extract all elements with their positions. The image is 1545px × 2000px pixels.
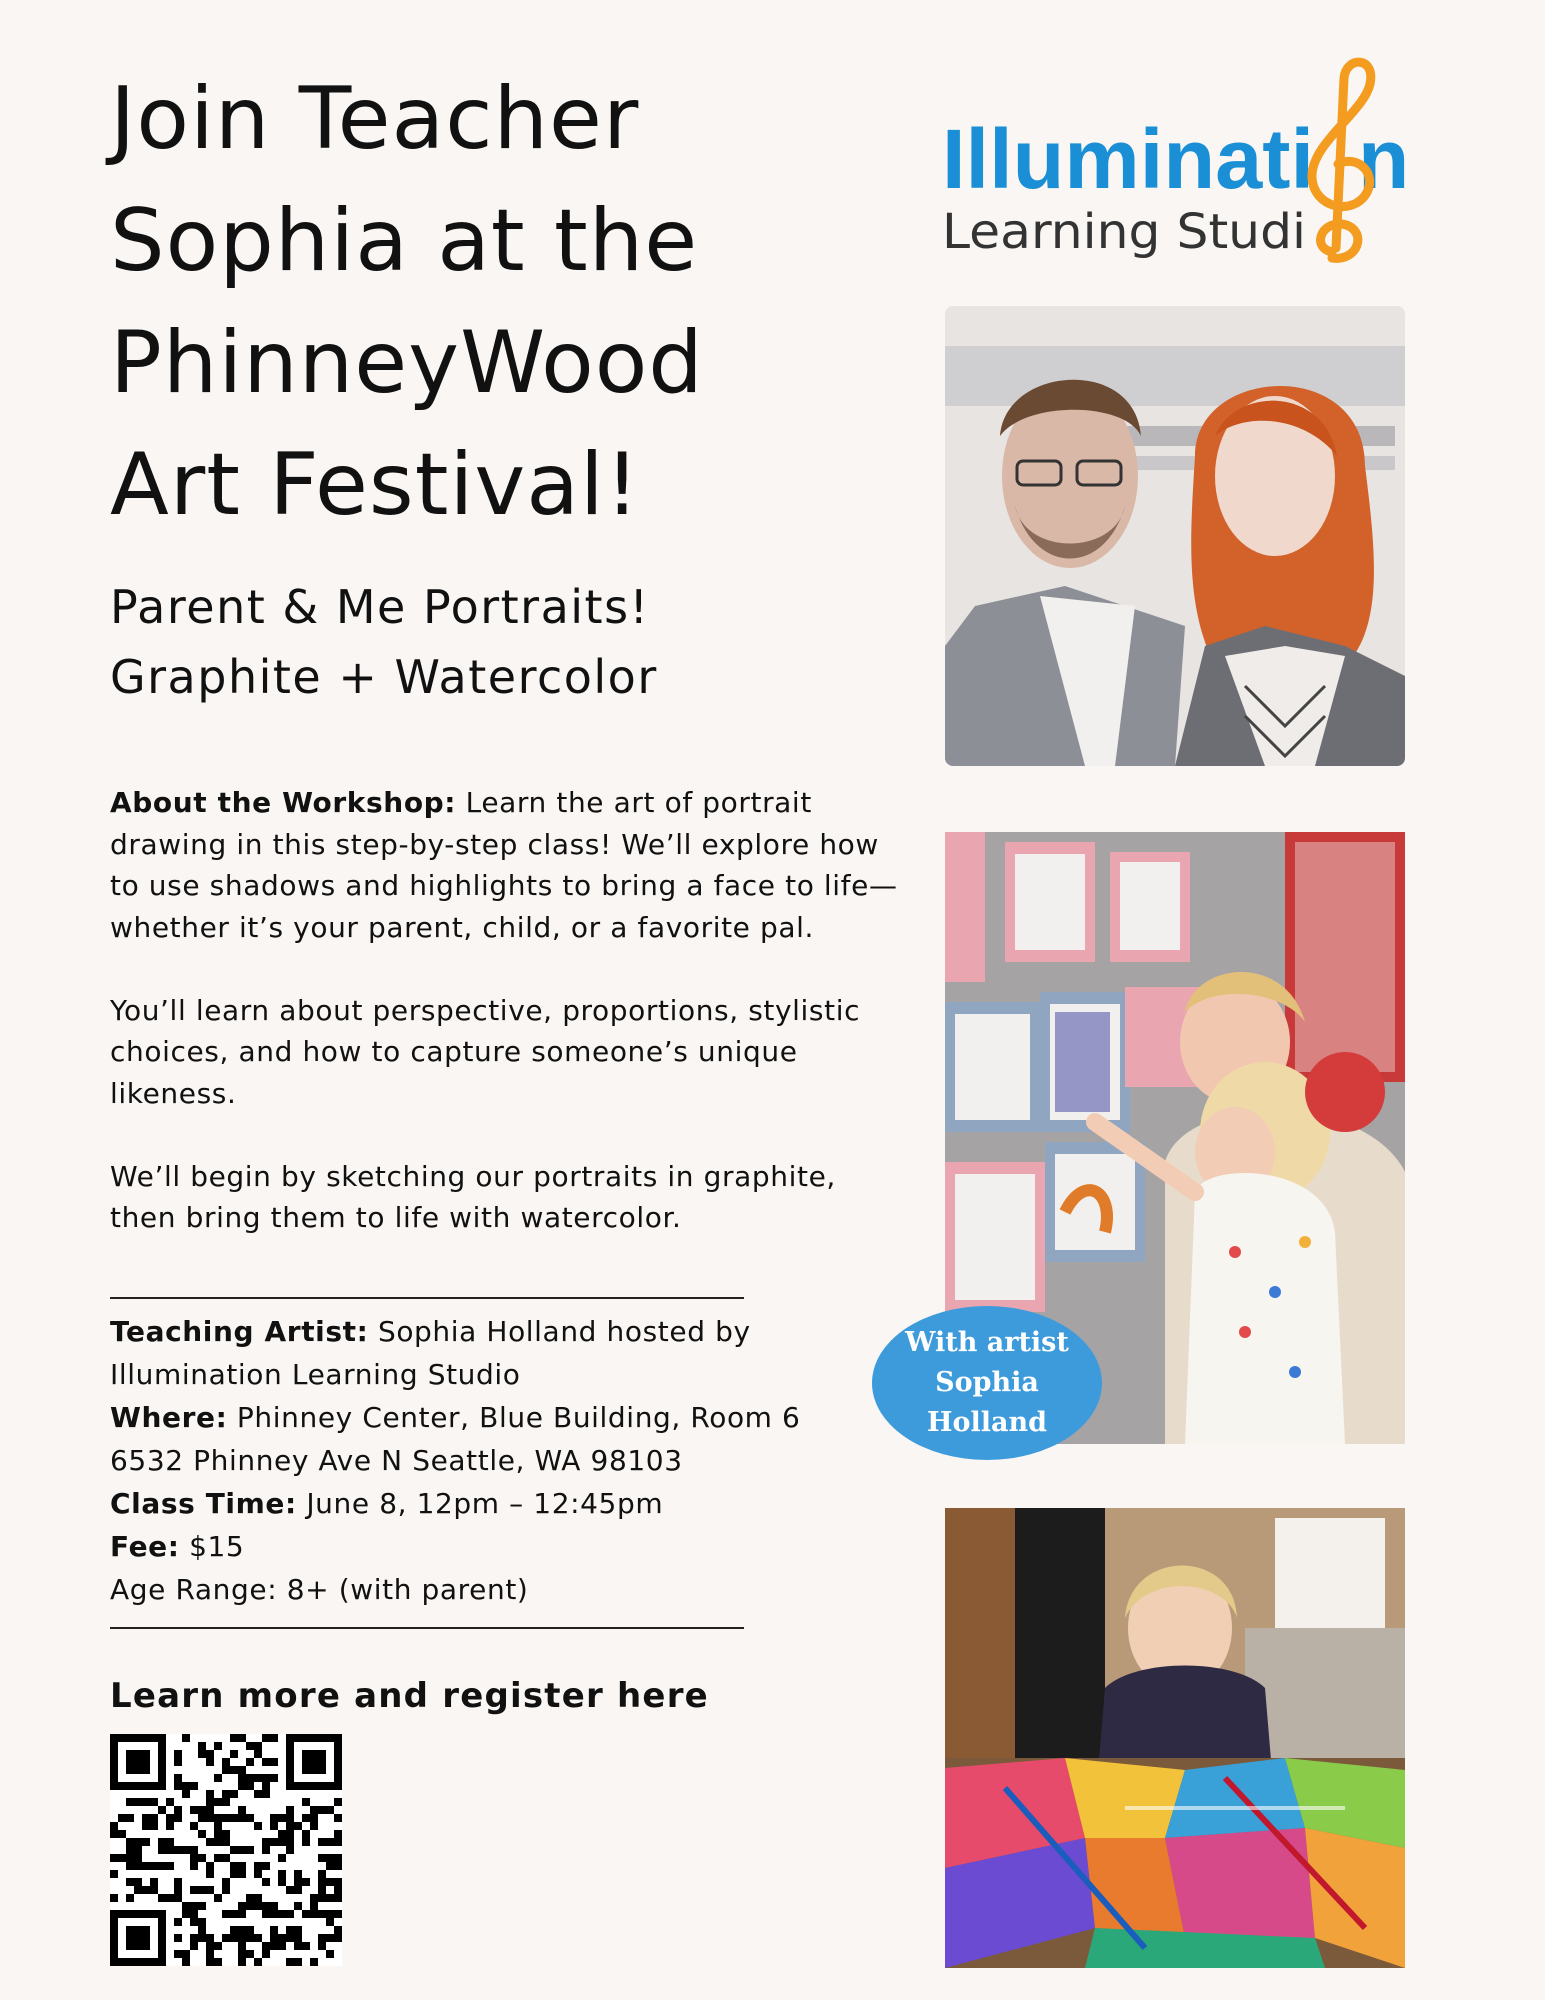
logo-graphic <box>940 48 1420 268</box>
child-painting-photo-graphic <box>945 1508 1405 1968</box>
about-section <box>110 782 910 1280</box>
portrait-painting-image <box>945 306 1405 766</box>
details-section <box>110 1310 890 1611</box>
logo-word-studio: Learning Studi <box>942 204 1306 260</box>
title-line-1: Join Teacher <box>110 69 640 169</box>
child-painting-photo-image <box>945 1508 1405 1968</box>
teaching-artist-label: Teaching Artist: <box>110 1315 369 1348</box>
badge-line-1: With artist <box>905 1327 1069 1358</box>
subtitle-line-1: Parent & Me Portraits! <box>110 580 650 634</box>
about-paragraph-2: You’ll learn about perspective, proportions, stylistic choices, and how to capture someone’s unique likeness. <box>110 993 861 1110</box>
subtitle-line-2: Graphite + Watercolor <box>110 650 658 704</box>
fee-line <box>110 1525 890 1568</box>
age-range-line: Age Range: 8+ (with parent) <box>110 1573 529 1606</box>
where-label: Where: <box>110 1401 228 1434</box>
artist-badge <box>872 1306 1102 1460</box>
teaching-artist-line <box>110 1310 890 1353</box>
register-heading: Learn more and register here <box>110 1676 709 1716</box>
divider-top <box>110 1297 744 1299</box>
about-paragraph-1 <box>110 782 910 948</box>
teaching-artist-value: Sophia Holland hosted by <box>377 1315 751 1348</box>
portrait-painting-graphic <box>945 306 1405 766</box>
teaching-artist-line-2: Illumination Learning Studio <box>110 1358 521 1391</box>
subtitle <box>110 572 658 712</box>
where-line <box>110 1396 890 1439</box>
badge-line-2: Sophia <box>935 1367 1039 1398</box>
address-line: 6532 Phinney Ave N Seattle, WA 98103 <box>110 1444 683 1477</box>
class-time-value: June 8, 12pm – 12:45pm <box>306 1487 664 1520</box>
where-value: Phinney Center, Blue Building, Room 6 <box>236 1401 801 1434</box>
fee-label: Fee: <box>110 1530 180 1563</box>
about-text-1: Learn the art of portrait drawing in this step-by-step class! We’ll explore how to use shadows and highlights to bring a face to life—whether it’s your parent, child, or a favorite pal. <box>110 786 898 944</box>
class-time-line <box>110 1482 890 1525</box>
title-line-3: PhinneyWood <box>110 313 704 413</box>
class-time-label: Class Time: <box>110 1487 297 1520</box>
qr-code-graphic <box>110 1734 342 1966</box>
fee-value: $15 <box>189 1530 245 1563</box>
about-paragraph-3: We’ll begin by sketching our portraits in graphite, then bring them to life with watercolor. <box>110 1159 836 1234</box>
title-line-2: Sophia at the <box>110 191 699 291</box>
title-line-4: Art Festival! <box>110 435 641 535</box>
about-label: About the Workshop: <box>110 786 457 819</box>
logo-word-illumination: Illuminati <box>942 112 1314 206</box>
divider-bottom <box>110 1627 744 1629</box>
qr-code[interactable] <box>110 1734 342 1966</box>
page-title <box>110 58 870 546</box>
badge-line-3: Holland <box>926 1407 1048 1438</box>
logo-word-end: n <box>1358 112 1410 206</box>
illumination-logo <box>940 48 1420 268</box>
